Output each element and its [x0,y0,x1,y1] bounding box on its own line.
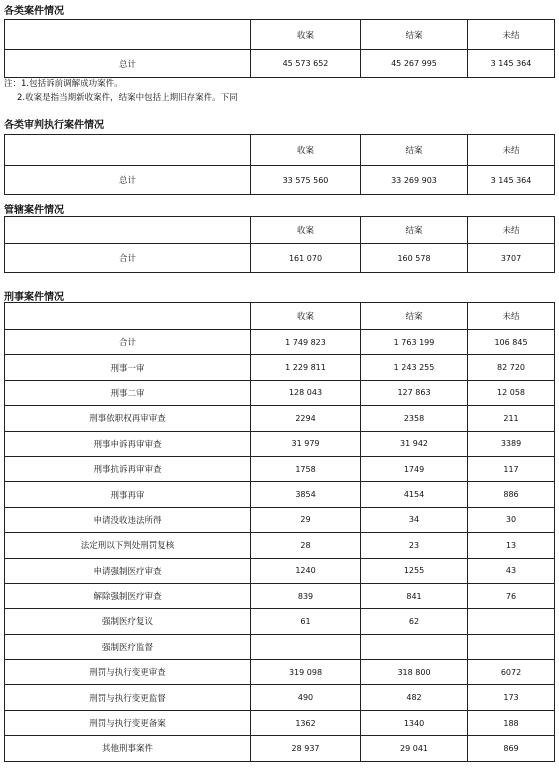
header-pending: 未结 [468,20,555,50]
row-label: 总计 [5,50,251,78]
cell-closed: 1 243 255 [361,355,468,380]
table-header-row [5,20,555,50]
header-pending: 未结 [468,217,555,244]
cell-closed: 29 041 [361,736,468,761]
header-received: 收案 [251,217,361,244]
cell-received: 1362 [251,710,361,735]
row-label: 刑事一审 [5,355,251,380]
table-row [5,660,555,685]
cell-closed: 482 [361,685,468,710]
cell-closed: 841 [361,583,468,608]
header-closed: 结案 [361,303,468,330]
cell-received: 28 937 [251,736,361,761]
header-blank [5,135,251,166]
section-title-all-cases: 各类案件情况 [4,6,64,17]
cell-closed: 62 [361,609,468,634]
table-row [5,482,555,507]
row-label: 刑事依职权再审审查 [5,406,251,431]
table-row [5,710,555,735]
cell-pending: 6072 [468,660,555,685]
cell-closed: 1 763 199 [361,330,468,355]
cell-closed: 4154 [361,482,468,507]
table-header-row [5,303,555,330]
cell-pending: 3 145 364 [468,50,555,78]
cell-pending: 117 [468,456,555,481]
row-label: 合计 [5,244,251,273]
table-row [5,380,555,405]
cell-received: 490 [251,685,361,710]
cell-closed: 1749 [361,456,468,481]
table-row [5,456,555,481]
row-label: 刑罚与执行变更备案 [5,710,251,735]
header-pending: 未结 [468,303,555,330]
cell-received: 45 573 652 [251,50,361,78]
note-line-1: 注：1.包括诉前调解成功案件。 [4,79,123,89]
cell-received: 29 [251,507,361,532]
cell-closed: 33 269 903 [361,166,468,195]
cell-received: 161 070 [251,244,361,273]
cell-pending: 82 720 [468,355,555,380]
row-label: 其他刑事案件 [5,736,251,761]
cell-pending: 43 [468,558,555,583]
row-label: 法定刑以下判处刑罚复核 [5,533,251,558]
cell-closed: 31 942 [361,431,468,456]
table-criminal-cases [4,302,555,762]
cell-pending: 188 [468,710,555,735]
table-row [5,431,555,456]
cell-pending: 12 058 [468,380,555,405]
row-label: 合计 [5,330,251,355]
cell-closed: 1255 [361,558,468,583]
cell-received: 128 043 [251,380,361,405]
cell-pending [468,609,555,634]
table-trial-cases [4,134,555,195]
cell-pending: 886 [468,482,555,507]
table-header-row [5,135,555,166]
header-blank [5,217,251,244]
table-row [5,330,555,355]
table-row [5,244,555,273]
table-row [5,533,555,558]
table-all-cases [4,19,555,78]
header-blank [5,20,251,50]
note-line-2: 2.收案是指当期新收案件，结案中包括上期旧存案件。下同 [17,93,238,103]
cell-received: 319 098 [251,660,361,685]
section-title-jurisdiction-cases: 管辖案件情况 [4,205,64,216]
table-row [5,355,555,380]
cell-received: 28 [251,533,361,558]
row-label: 刑罚与执行变更监督 [5,685,251,710]
table-jurisdiction-cases [4,216,555,273]
cell-received: 1240 [251,558,361,583]
row-label: 刑事二审 [5,380,251,405]
cell-closed: 34 [361,507,468,532]
cell-received: 1758 [251,456,361,481]
cell-pending: 3707 [468,244,555,273]
table-row [5,609,555,634]
cell-closed: 160 578 [361,244,468,273]
cell-closed: 2358 [361,406,468,431]
cell-closed: 23 [361,533,468,558]
cell-pending: 3 145 364 [468,166,555,195]
cell-received: 3854 [251,482,361,507]
header-closed: 结案 [361,135,468,166]
cell-closed: 45 267 995 [361,50,468,78]
table-row [5,685,555,710]
cell-pending: 13 [468,533,555,558]
section-title-criminal-cases: 刑事案件情况 [4,292,64,303]
row-label: 强制医疗复议 [5,609,251,634]
table-row [5,166,555,195]
table-row [5,50,555,78]
cell-pending: 173 [468,685,555,710]
row-label: 申请强制医疗审查 [5,558,251,583]
row-label: 刑事抗诉再审审查 [5,456,251,481]
cell-received: 839 [251,583,361,608]
table-row [5,558,555,583]
row-label: 总计 [5,166,251,195]
row-label: 解除强制医疗审查 [5,583,251,608]
row-label: 刑事申诉再审审查 [5,431,251,456]
header-received: 收案 [251,303,361,330]
cell-pending: 869 [468,736,555,761]
cell-received: 2294 [251,406,361,431]
header-closed: 结案 [361,20,468,50]
row-label: 申请没收违法所得 [5,507,251,532]
cell-received: 1 229 811 [251,355,361,380]
cell-received: 31 979 [251,431,361,456]
table-row [5,736,555,761]
cell-received [251,634,361,659]
table-row [5,507,555,532]
cell-pending: 106 845 [468,330,555,355]
cell-pending: 3389 [468,431,555,456]
header-pending: 未结 [468,135,555,166]
section-title-trial-cases: 各类审判执行案件情况 [4,120,104,131]
cell-received: 61 [251,609,361,634]
cell-pending: 211 [468,406,555,431]
cell-pending: 30 [468,507,555,532]
cell-received: 1 749 823 [251,330,361,355]
cell-pending: 76 [468,583,555,608]
row-label: 刑事再审 [5,482,251,507]
cell-closed: 1340 [361,710,468,735]
row-label: 刑罚与执行变更审查 [5,660,251,685]
table-header-row [5,217,555,244]
cell-received: 33 575 560 [251,166,361,195]
cell-pending [468,634,555,659]
header-closed: 结案 [361,217,468,244]
header-blank [5,303,251,330]
cell-closed: 127 863 [361,380,468,405]
header-received: 收案 [251,20,361,50]
cell-closed: 318 800 [361,660,468,685]
header-received: 收案 [251,135,361,166]
cell-closed [361,634,468,659]
table-row [5,583,555,608]
row-label: 强制医疗监督 [5,634,251,659]
table-row [5,406,555,431]
table-row [5,634,555,659]
